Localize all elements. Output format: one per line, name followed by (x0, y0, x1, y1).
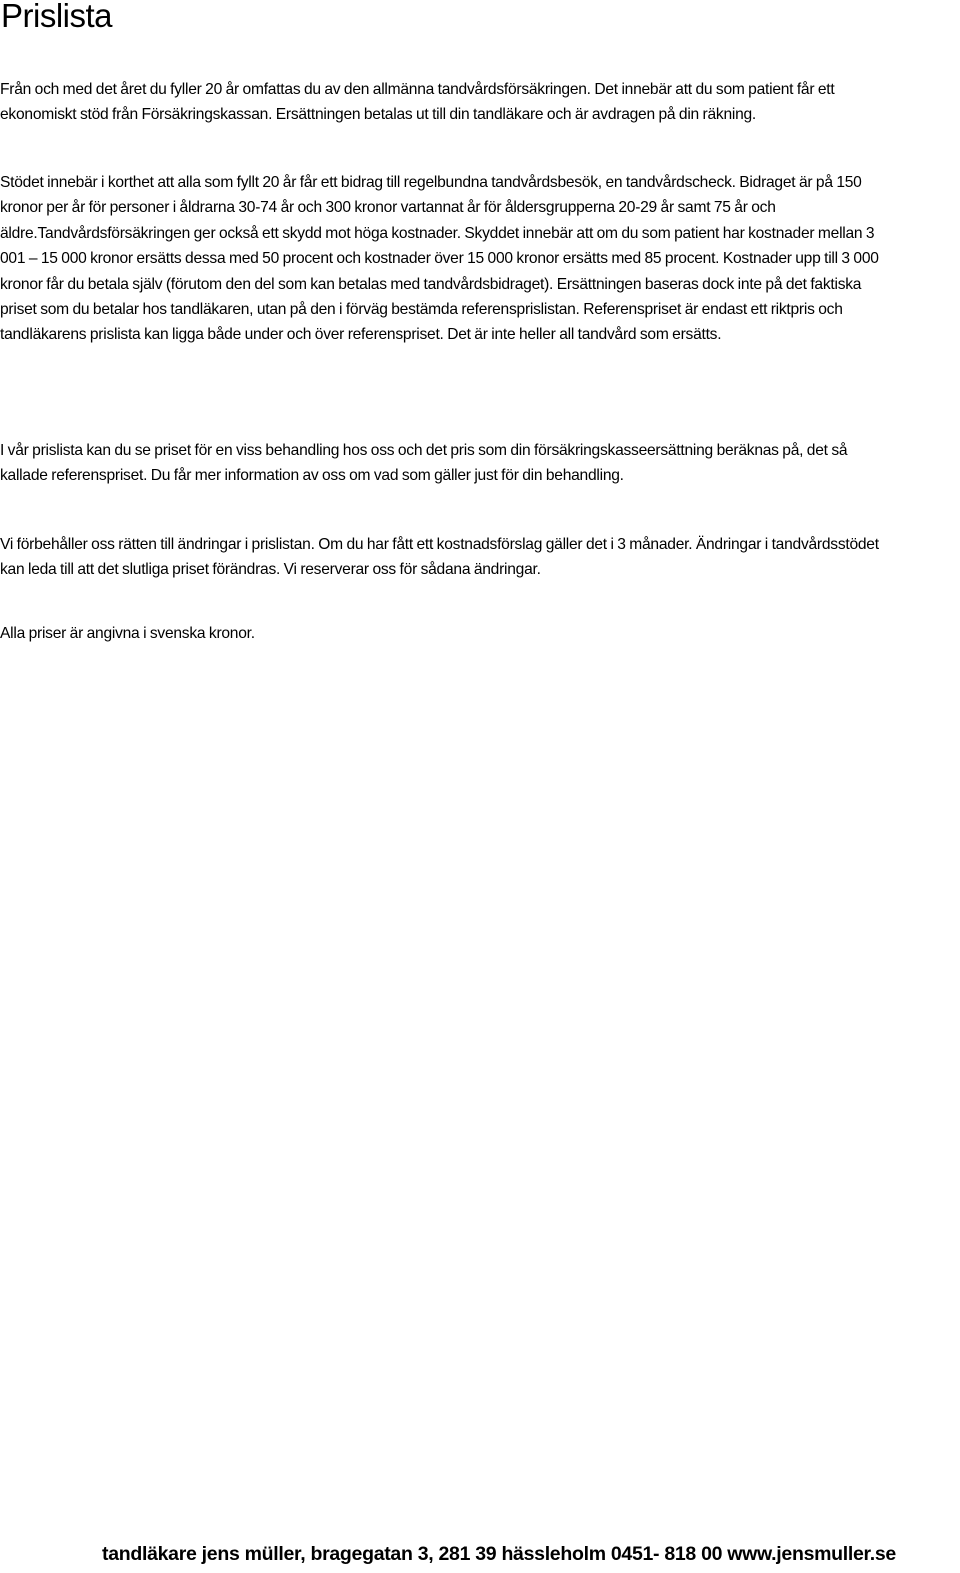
text-line: Vi förbehåller oss rätten till ändringar i prislistan. Om du har fått ett kostnadsförslag gäller det i 3 månader. Ändringar i tandvårdsstödet (0, 536, 879, 553)
paragraph-reservations (0, 532, 940, 583)
text-line: kronor per år för personer i åldrarna 30-74 år och 300 kronor vartannat år för åldersgrupperna 20-29 år samt 75 år och (0, 199, 776, 217)
text-line: tandläkarens prislista kan ligga både under och över referenspriset. Det är inte heller all tandvård som ersätts. (0, 326, 722, 344)
text-line: 001 – 15 000 kronor ersätts dessa med 50 procent och kostnader över 15 000 kronor ersätts med 85 procent. Kostnader upp till 3 000 (0, 250, 879, 268)
paragraph-support-details (0, 170, 940, 348)
text-line: Stödet innebär i korthet att alla som fyllt 20 år får ett bidrag till regelbundna tandvårdsbesök, en tandvårdscheck. Bidraget är på 150 (0, 174, 862, 191)
text-line: Alla priser är angivna i svenska kronor. (0, 625, 255, 642)
text-line: ekonomiskt stöd från Försäkringskassan. Ersättningen betalas ut till din tandläkare och är avdragen på din räkning. (0, 106, 757, 124)
page-title: Prislista (1, 0, 113, 34)
paragraph-currency-note (0, 621, 940, 646)
paragraph-intro (0, 77, 940, 128)
paragraph-price-list-info (0, 438, 940, 489)
text-line: kallade referenspriset. Du får mer information av oss om vad som gäller just för din behandling. (0, 467, 624, 485)
text-line: äldre.Tandvårdsförsäkringen ger också ett skydd mot höga kostnader. Skyddet innebär att om du som patient har kostnader mellan 3 (0, 224, 875, 242)
text-line: kan leda till att det slutliga priset förändras. Vi reserverar oss för sådana ändringar. (0, 561, 541, 579)
text-line: Från och med det året du fyller 20 år omfattas du av den allmänna tandvårdsförsäkringen. Det innebär att du som patient får ett (0, 81, 835, 98)
text-line: I vår prislista kan du se priset för en viss behandling hos oss och det pris som din försäkringskasseersättning beräknas på, det så (0, 442, 848, 459)
text-line: priset som du betalar hos tandläkaren, utan på den i förväg bestämda referensprislistan. Referenspriset är endast ett riktpris och (0, 301, 843, 319)
text-line: kronor får du betala själv (förutom den del som kan betalas med tandvårdsbidraget). Ersättningen baseras dock inte på det faktiska (0, 275, 862, 293)
footer-contact: tandläkare jens müller, bragegatan 3, 281 39 hässleholm 0451- 818 00 www.jensmuller.se (102, 1543, 896, 1565)
